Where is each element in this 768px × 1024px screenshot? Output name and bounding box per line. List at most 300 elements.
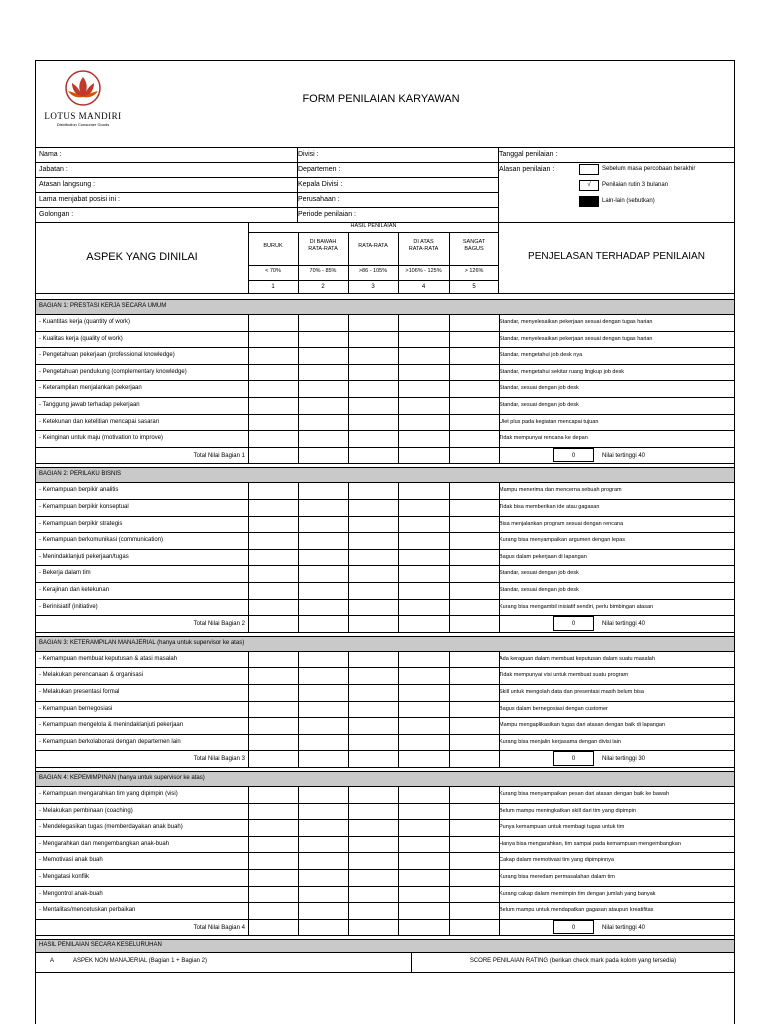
aspect-item: - Tanggung jawab terhadap pekerjaan [39, 402, 140, 408]
info-label-mid: Divisi : [298, 151, 319, 158]
rating-cell[interactable] [349, 887, 397, 902]
rating-cell[interactable] [399, 718, 448, 733]
col-rule [398, 786, 399, 935]
overall-rule [36, 952, 734, 953]
rating-cell[interactable] [349, 600, 397, 615]
aspect-item: - Kuantitas kerja (quantity of work) [39, 319, 131, 325]
info-label-left: Atasan langsung : [39, 181, 96, 188]
aspect-item: - Melakukan presentasi formal [39, 689, 120, 695]
rating-cell[interactable] [349, 517, 397, 532]
rating-cell[interactable] [399, 685, 448, 700]
lotus-icon [42, 69, 124, 111]
explanation: Bagus dalam bernegosiasi dengan customer [499, 705, 608, 712]
rating-cell[interactable] [249, 600, 297, 615]
col-rule [499, 786, 500, 935]
rating-cell[interactable] [249, 517, 297, 532]
aspect-item: - Kemampuan mengelola & menindaklanjuti pekerjaan [39, 722, 184, 729]
scale-label: BAGUS [464, 246, 484, 252]
section-total-value: 0 [571, 924, 576, 931]
info-label-left: Golongan : [39, 211, 74, 218]
explanation: Hanya bisa mengarahkan, tim sampai pada kemampuan mengembangkan [499, 840, 681, 847]
row-rule [36, 632, 734, 633]
aspect-item: - Keterampilan menjalankan pekerjaan [39, 385, 142, 392]
rating-cell[interactable] [299, 837, 347, 852]
info-label-mid: Periode penilaian : [298, 211, 356, 218]
info-row-rule [36, 162, 498, 163]
explanation: Standar, sesuai dengan job desk [499, 570, 579, 577]
col-rule [348, 786, 349, 935]
aspect-item: - Berinisiatif (initiative) [39, 603, 98, 610]
col-rule [248, 482, 249, 631]
col-rule [298, 651, 299, 767]
rating-cell[interactable] [399, 566, 448, 581]
rating-cell[interactable] [249, 381, 297, 396]
rating-cell[interactable] [399, 735, 448, 750]
explanation: Standar, mengetahui sekitar ruang lingkup job desk [499, 368, 625, 375]
rating-cell[interactable] [450, 820, 498, 835]
info-col-rule [498, 147, 499, 222]
rating-cell[interactable] [249, 583, 297, 598]
reason-label: Lain-lain (sebutkan) [602, 198, 655, 204]
explanation: Mampu menerima dan mencerna sebuah program [499, 487, 622, 494]
aspect-item: - Memotivasi anak buah [39, 857, 103, 864]
section-max: Nilai tertinggi 30 [602, 756, 646, 763]
rating-cell[interactable] [299, 566, 347, 581]
row-rule [36, 919, 734, 920]
info-label-mid: Kepala Divisi : [298, 181, 343, 188]
rating-cell[interactable] [299, 820, 347, 835]
info-alasan: Alasan penilaian : [499, 166, 555, 173]
rating-cell[interactable] [249, 820, 297, 835]
aspect-item: - Kualitas kerja (quality of work) [39, 335, 123, 342]
rating-cell[interactable] [399, 668, 448, 683]
explanation: Standar, sesuai dengan job desk [499, 587, 579, 593]
rating-cell[interactable] [450, 415, 498, 430]
info-top-rule [36, 147, 734, 148]
info-row-rule [36, 192, 498, 193]
section-total-label: Total Nilai Bagian 4 [193, 924, 245, 931]
rating-cell[interactable] [299, 804, 347, 819]
rating-cell[interactable] [299, 483, 347, 498]
explanation: Bagus dalam pekerjaan di lapangan [499, 553, 587, 560]
scale-num: 4 [421, 284, 426, 290]
rating-cell[interactable] [399, 365, 448, 380]
aspect-item: - Kemampuan berpikir analitis [39, 487, 119, 494]
rating-cell[interactable] [249, 500, 297, 515]
rating-cell[interactable] [249, 870, 297, 885]
rating-cell[interactable] [399, 348, 448, 363]
rating-cell[interactable] [450, 500, 498, 515]
col-rule [348, 314, 349, 463]
rating-cell[interactable] [349, 718, 397, 733]
rating-cell[interactable] [249, 332, 297, 347]
rating-cell[interactable] [249, 348, 297, 363]
rating-cell[interactable] [450, 533, 498, 548]
explanation: Bisa menjalankan program sesuai dengan rencana [499, 520, 624, 527]
rating-cell[interactable] [299, 415, 347, 430]
rating-cell[interactable] [349, 668, 397, 683]
col-rule [248, 222, 249, 293]
col-rule [298, 482, 299, 631]
col-rule [298, 232, 299, 293]
aspect-item: - Keinginan untuk maju (motivation to improve) [39, 435, 164, 442]
rating-cell[interactable] [249, 365, 297, 380]
aspect-item: - Kemampuan berpikir strategis [39, 520, 123, 527]
rating-cell[interactable] [399, 820, 448, 835]
overall-col-rule [411, 952, 412, 972]
section-max: Nilai tertinggi 40 [602, 621, 646, 628]
rating-cell[interactable] [399, 398, 448, 413]
aspect-item: - Melakukan perencanaan & organisasi [39, 672, 144, 679]
rating-cell[interactable] [299, 903, 347, 918]
rating-cell[interactable] [349, 398, 397, 413]
rating-cell[interactable] [450, 483, 498, 498]
rating-cell[interactable] [349, 332, 397, 347]
col-rule [298, 314, 299, 463]
overall-title: HASIL PENILAIAN SECARA KESELURUHAN [39, 942, 162, 949]
rating-cell[interactable] [299, 600, 347, 615]
scale-rule [248, 280, 499, 281]
header-bottom-rule [36, 293, 734, 294]
rating-cell[interactable] [349, 566, 397, 581]
explanation: Standar, sesuai dengan job desk [499, 385, 579, 392]
rating-cell[interactable] [399, 870, 448, 885]
rating-cell[interactable] [299, 735, 347, 750]
rating-cell[interactable] [349, 431, 397, 446]
rating-cell[interactable] [450, 735, 498, 750]
aspect-item: - Kemampuan berkomunikasi (communication) [39, 537, 164, 544]
reason-checkbox[interactable] [579, 196, 599, 207]
company-tagline: Distribution Consumer Goods [56, 122, 110, 127]
rating-cell[interactable] [249, 853, 297, 868]
explanation: Kurang bisa menyampaikan argumen dengan lepas [499, 537, 625, 544]
scale-label: RATA-RATA [308, 246, 338, 252]
rating-cell[interactable] [399, 702, 448, 717]
rating-cell[interactable] [399, 332, 448, 347]
rating-cell[interactable] [450, 381, 498, 396]
rating-cell[interactable] [249, 804, 297, 819]
rating-cell[interactable] [399, 500, 448, 515]
rating-cell[interactable] [249, 718, 297, 733]
info-label-mid: Departemen : [298, 166, 341, 173]
rating-cell[interactable] [399, 517, 448, 532]
rating-cell[interactable] [249, 702, 297, 717]
rating-cell[interactable] [349, 415, 397, 430]
section-title: BAGIAN 1: PRESTASI KERJA SECARA UMUM [39, 303, 167, 309]
rating-cell[interactable] [299, 550, 347, 565]
reason-label: Penilaian rutin 3 bulanan [602, 182, 669, 188]
explanation: Tidak bisa memberikan ide atau gagasan [499, 504, 600, 510]
rating-cell[interactable] [249, 685, 297, 700]
rating-cell[interactable] [450, 887, 498, 902]
rating-cell[interactable] [349, 702, 397, 717]
rating-cell[interactable] [399, 600, 448, 615]
rating-cell[interactable] [349, 348, 397, 363]
rating-cell[interactable] [399, 903, 448, 918]
rating-cell[interactable] [450, 583, 498, 598]
row-rule [36, 615, 734, 616]
rating-cell[interactable] [249, 652, 297, 667]
rating-cell[interactable] [299, 787, 347, 802]
rating-cell[interactable] [450, 804, 498, 819]
reason-checkbox[interactable]: √ [579, 180, 599, 191]
rating-cell[interactable] [399, 652, 448, 667]
scale-label: RATA-RATA [408, 246, 439, 252]
info-label-left: Lama menjabat posisi ini : [39, 196, 120, 203]
rating-cell[interactable] [450, 668, 498, 683]
rating-cell[interactable] [349, 870, 397, 885]
col-rule [248, 786, 249, 935]
rating-cell[interactable] [450, 837, 498, 852]
rating-cell[interactable] [450, 348, 498, 363]
rating-cell[interactable] [399, 483, 448, 498]
rating-cell[interactable] [299, 685, 347, 700]
explanation: Belum mampu untuk mendapatkan gagasan ataupun kreatifitas [499, 907, 654, 914]
rating-cell[interactable] [450, 398, 498, 413]
col-rule [449, 482, 450, 631]
rating-cell[interactable] [249, 903, 297, 918]
rating-cell[interactable] [299, 315, 347, 330]
aspect-item: - Ketekunan dan ketelitian mencapai sasaran [39, 418, 160, 425]
aspect-item: - Kemampuan bernegosiasi [39, 705, 113, 712]
rating-cell[interactable] [249, 837, 297, 852]
rating-cell[interactable] [249, 566, 297, 581]
explanation: Ulet plus pada kegiatan mencapai tujuan [499, 418, 599, 425]
rating-cell[interactable] [349, 685, 397, 700]
explanation: Standar, mengetahui job desk nya [499, 352, 583, 359]
rating-cell[interactable] [299, 718, 347, 733]
overall-a-letter: A [50, 958, 55, 965]
aspect-item: - Kemampuan berpikir konseptual [39, 504, 129, 510]
rating-cell[interactable] [450, 787, 498, 802]
rating-cell[interactable] [450, 853, 498, 868]
scale-pct: < 70% [265, 268, 281, 274]
rating-cell[interactable] [349, 583, 397, 598]
rating-cell[interactable] [349, 820, 397, 835]
overall-rule [36, 972, 734, 973]
section-max: Nilai tertinggi 40 [602, 924, 646, 931]
info-col-rule [297, 147, 298, 222]
rating-cell[interactable] [450, 315, 498, 330]
rating-cell[interactable] [399, 787, 448, 802]
col-rule [248, 651, 249, 767]
rating-cell[interactable] [349, 837, 397, 852]
reason-checkbox[interactable] [579, 164, 599, 175]
scale-label: BURUK [263, 243, 283, 249]
explanation: Ada keraguan dalam membuat keputusan dalam suatu masalah [499, 655, 655, 662]
rating-cell[interactable] [450, 332, 498, 347]
rating-cell[interactable] [349, 787, 397, 802]
rating-cell[interactable] [249, 315, 297, 330]
row-rule [36, 935, 734, 936]
rating-cell[interactable] [399, 583, 448, 598]
rating-cell[interactable] [299, 668, 347, 683]
rating-cell[interactable] [299, 348, 347, 363]
rating-cell[interactable] [349, 533, 397, 548]
info-row-rule [498, 162, 734, 163]
rating-cell[interactable] [399, 533, 448, 548]
rating-cell[interactable] [399, 315, 448, 330]
explanation: Cakap dalam memotivasi tim yang dipimpinnya [499, 857, 614, 864]
info-row-rule [36, 207, 498, 208]
section-max: Nilai tertinggi 40 [602, 452, 646, 459]
explanation: Belum mampu meningkatkan skill dari tim yang dipimpin [499, 807, 636, 814]
section-title: BAGIAN 4: KEPEMIMPINAN (hanya untuk supervisor ke atas) [39, 775, 205, 781]
col-rule [498, 222, 499, 293]
rating-cell[interactable] [349, 315, 397, 330]
rating-cell[interactable] [299, 652, 347, 667]
explanation: Kurang bisa mengambil inisiatif sendiri, perlu bimbingan atasan [499, 603, 654, 610]
rating-cell[interactable] [299, 870, 347, 885]
rating-cell[interactable] [249, 787, 297, 802]
aspek-header: ASPEK YANG DINILAI [86, 251, 198, 263]
rating-cell[interactable] [249, 431, 297, 446]
rating-cell[interactable] [349, 804, 397, 819]
explanation: Standar, menyelesaikan pekerjaan sesuai dengan tugas harian [499, 319, 653, 325]
scale-pct: > 126% [464, 268, 484, 274]
reason-label: Sebelum masa percobaan berakhir [602, 166, 696, 172]
scale-pct: 70% - 85% [309, 268, 337, 274]
form-title: FORM PENILAIAN KARYAWAN [302, 93, 460, 105]
rating-cell[interactable] [450, 517, 498, 532]
rating-cell[interactable] [349, 853, 397, 868]
col-rule [398, 651, 399, 767]
scale-rule [248, 265, 499, 266]
rating-cell[interactable] [349, 550, 397, 565]
aspect-item: - Melakukan pembinaan (coaching) [39, 807, 133, 814]
rating-cell[interactable] [249, 887, 297, 902]
rating-cell[interactable] [399, 887, 448, 902]
info-label-left: Jabatan : [39, 166, 68, 173]
rating-cell[interactable] [299, 702, 347, 717]
rating-cell[interactable] [399, 804, 448, 819]
aspect-item: - Kerajinan dan ketekunan [39, 587, 110, 593]
rating-cell[interactable] [450, 550, 498, 565]
penjelasan-header: PENJELASAN TERHADAP PENILAIAN [528, 251, 705, 262]
rating-cell[interactable] [349, 500, 397, 515]
col-rule [248, 314, 249, 463]
hasil-header: HASIL PENILAIAN [350, 223, 397, 229]
section-total-label: Total Nilai Bagian 1 [193, 452, 245, 459]
col-rule [449, 232, 450, 293]
rating-cell[interactable] [399, 837, 448, 852]
rating-cell[interactable] [399, 431, 448, 446]
aspect-item: - Mentalitas/mencetuskan perbaikan [39, 907, 136, 914]
rating-cell[interactable] [399, 415, 448, 430]
rating-cell[interactable] [249, 398, 297, 413]
overall-rule [36, 939, 734, 940]
aspect-item: - Kemampuan berkolaborasi dengan departemen lain [39, 738, 181, 745]
section-rule [36, 636, 734, 637]
scale-pct: >86 - 105% [358, 268, 388, 274]
rating-cell[interactable] [399, 853, 448, 868]
rating-cell[interactable] [249, 550, 297, 565]
rating-cell[interactable] [299, 533, 347, 548]
aspect-item: - Kemampuan membuat keputusan & atasi masalah [39, 655, 178, 662]
row-rule [36, 750, 734, 751]
aspect-item: - Mengontrol anak-buah [39, 890, 103, 897]
company-logo [42, 69, 124, 133]
aspect-item: - Mengatasi konflik [39, 874, 90, 880]
rating-cell[interactable] [349, 365, 397, 380]
explanation: Mampu mengaplikasikan tugas dari atasan dengan baik di lapangan [499, 722, 666, 729]
rating-cell[interactable] [249, 483, 297, 498]
col-rule [499, 314, 500, 463]
rating-cell[interactable] [450, 685, 498, 700]
aspect-item: - Menindaklanjuti pekerjaan/tugas [39, 553, 129, 560]
rating-cell[interactable] [450, 702, 498, 717]
rating-cell[interactable] [249, 415, 297, 430]
section-total-value: 0 [571, 621, 576, 628]
rating-cell[interactable] [450, 566, 498, 581]
scale-label: RATA-RATA [358, 243, 388, 249]
col-rule [398, 232, 399, 293]
rating-cell[interactable] [450, 431, 498, 446]
rating-cell[interactable] [399, 550, 448, 565]
rating-cell[interactable] [299, 398, 347, 413]
aspect-item: - Mendelegasikan tugas (memberdayakan anak buah) [39, 824, 183, 831]
rating-cell[interactable] [299, 500, 347, 515]
section-bar [36, 467, 734, 482]
rating-cell[interactable] [299, 853, 347, 868]
rating-cell[interactable] [450, 903, 498, 918]
rating-cell[interactable] [450, 600, 498, 615]
rating-cell[interactable] [349, 735, 397, 750]
col-rule [449, 786, 450, 935]
rating-cell[interactable] [349, 652, 397, 667]
explanation: Skill untuk mengolah data dan presentasi masih belum bisa [499, 689, 644, 695]
info-tanggal: Tanggal penilaian : [499, 151, 558, 158]
rating-cell[interactable] [249, 735, 297, 750]
rating-cell[interactable] [299, 332, 347, 347]
rating-cell[interactable] [399, 381, 448, 396]
explanation: Punya kemampuan untuk membagi tugas untuk tim [499, 824, 625, 831]
section-rule [36, 299, 734, 300]
rating-cell[interactable] [450, 365, 498, 380]
col-rule [348, 482, 349, 631]
col-rule [398, 482, 399, 631]
rating-cell[interactable] [299, 365, 347, 380]
col-rule [449, 651, 450, 767]
row-rule [36, 463, 734, 464]
rating-cell[interactable] [450, 718, 498, 733]
rating-cell[interactable] [249, 533, 297, 548]
rating-cell[interactable] [450, 870, 498, 885]
score-label: SCORE PENILAIAN RATING (berikan check mark pada kolom yang tersedia) [469, 958, 677, 965]
rating-cell[interactable] [299, 381, 347, 396]
rating-cell[interactable] [299, 887, 347, 902]
info-label-mid: Perusahaan : [298, 196, 340, 203]
explanation: Tidak mempunyai rencana ke depan [499, 435, 588, 442]
overall-a-label: ASPEK NON MANAJERIAL (Bagian 1 + Bagian 2) [73, 958, 208, 965]
explanation: Kurang bisa menyampaikan pesan dari atasan dengan baik ke bawah [499, 791, 670, 797]
explanation: Tidak mempunyai visi untuk membuat suatu program [499, 672, 629, 679]
explanation: Standar, menyelesaikan pekerjaan sesuai dengan tugas harian [499, 335, 653, 342]
explanation: Kurang cakap dalam memimpin tim dengan jumlah yang banyak [499, 890, 656, 897]
rating-cell[interactable] [450, 652, 498, 667]
col-rule [398, 314, 399, 463]
rating-cell[interactable] [349, 381, 397, 396]
info-label-left: Nama : [39, 151, 62, 158]
appraisal-form [35, 60, 735, 1024]
rating-cell[interactable] [349, 483, 397, 498]
rating-cell[interactable] [299, 431, 347, 446]
rating-cell[interactable] [299, 517, 347, 532]
rating-cell[interactable] [349, 903, 397, 918]
rating-cell[interactable] [249, 668, 297, 683]
rating-cell[interactable] [299, 583, 347, 598]
scale-num: 2 [321, 284, 325, 290]
